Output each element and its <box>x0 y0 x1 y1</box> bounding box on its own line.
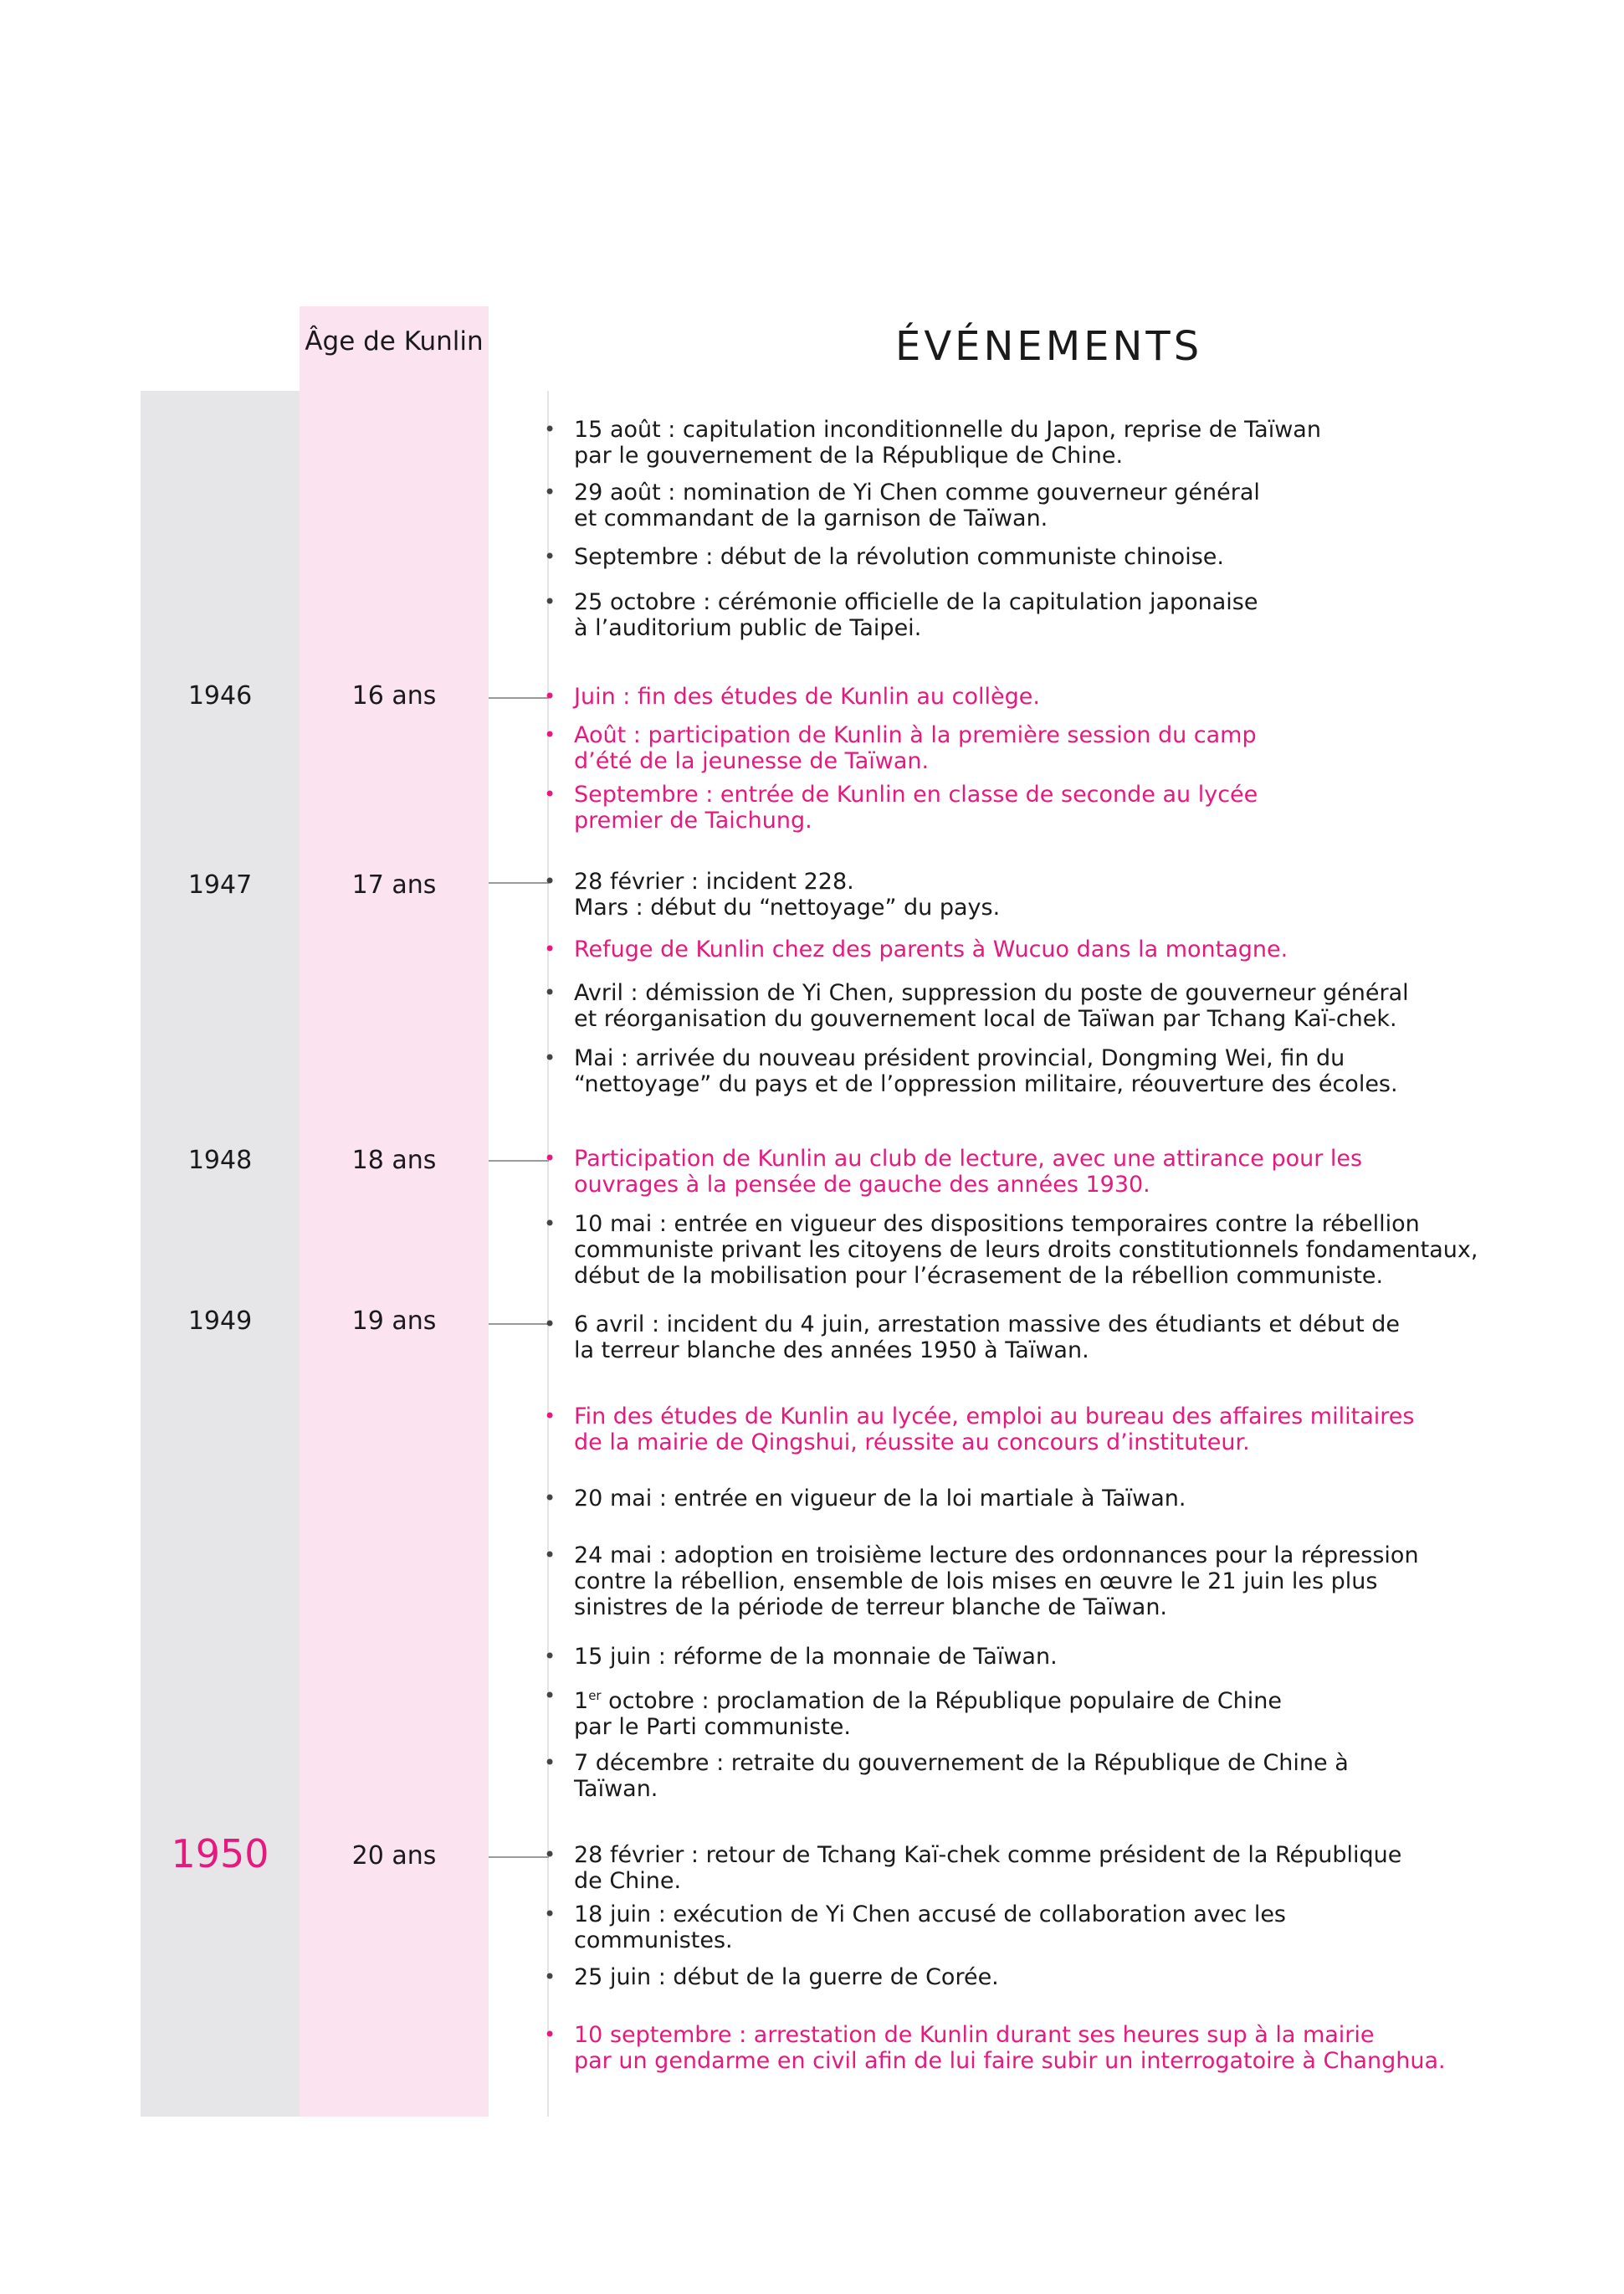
event-item: • 20 mai : entrée en vigueur de la loi martiale à Taïwan. <box>544 1486 1186 1511</box>
bullet-icon: • <box>544 685 556 708</box>
event-item: • Avril : démission de Yi Chen, suppression du poste de gouverneur général et réorganisation du gouvernement local de Taïwan par Tchang Kaï-chek. <box>544 980 1409 1032</box>
year-label-highlight: 1950 <box>171 1831 269 1876</box>
year-label: 1947 <box>187 870 253 900</box>
bullet-icon: • <box>544 1212 556 1235</box>
event-item: • Mai : arrivée du nouveau président provincial, Dongming Wei, fin du “nettoyage” du pays et de l’oppression militaire, réouverture des écoles. <box>544 1045 1398 1097</box>
event-item: • 15 août : capitulation inconditionnelle du Japon, reprise de Taïwan par le gouvernement de la République de Chine. <box>544 417 1321 469</box>
bullet-icon: • <box>544 480 556 504</box>
kunlin-event-item: • 10 septembre : arrestation de Kunlin durant ses heures sup à la mairie par un gendarme en civil afin de lui faire subir un interrogatoire à Changhua. <box>544 2022 1446 2074</box>
bullet-icon: • <box>544 1486 556 1510</box>
bullet-icon: • <box>544 870 556 893</box>
bullet-icon: • <box>544 1404 556 1428</box>
bullet-icon: • <box>544 1965 556 1989</box>
year-connector <box>489 1323 549 1325</box>
bullet-icon: • <box>544 1312 556 1336</box>
event-item: • 1er octobre : proclamation de la République populaire de Chine par le Parti communiste. <box>544 1684 1283 1740</box>
event-item: • 15 juin : réforme de la monnaie de Taïwan. <box>544 1644 1058 1670</box>
bullet-icon: • <box>544 2023 556 2046</box>
event-item: • 18 juin : exécution de Yi Chen accusé de collaboration avec les communistes. <box>544 1901 1287 1953</box>
year-label: 1949 <box>187 1306 253 1336</box>
year-connector <box>489 1856 549 1858</box>
event-item: • 10 mai : entrée en vigueur des dispositions temporaires contre la rébellion communiste privant les citoyens de leurs droits constitutionnels fondamentaux, début de la mobilisation pour l’écrasement de la rébellion communiste. <box>544 1211 1478 1289</box>
bullet-icon: • <box>544 1046 556 1070</box>
event-item: • 24 mai : adoption en troisième lecture des ordonnances pour la répression contre la rébellion, ensemble de lois mises en œuvre le 21 juin les plus sinistres de la période de terreur blanche de Taïwan. <box>544 1542 1419 1620</box>
bullet-icon: • <box>544 545 556 568</box>
age-label: 20 ans <box>351 1841 437 1871</box>
event-item: • 25 juin : début de la guerre de Corée. <box>544 1964 999 1990</box>
kunlin-event-item: • Juin : fin des études de Kunlin au collège. <box>544 684 1040 710</box>
age-label: 18 ans <box>351 1146 437 1175</box>
kunlin-event-item: • Refuge de Kunlin chez des parents à Wucuo dans la montagne. <box>544 937 1288 962</box>
event-item: • 7 décembre : retraite du gouvernement de la République de Chine à Taïwan. <box>544 1750 1349 1802</box>
bullet-icon: • <box>544 937 556 961</box>
year-label: 1948 <box>187 1146 253 1175</box>
kunlin-event-item: • Septembre : entrée de Kunlin en classe de seconde au lycée premier de Taichung. <box>544 782 1258 834</box>
bullet-icon: • <box>544 783 556 806</box>
event-item: • 28 février : retour de Tchang Kaï-chek comme président de la République de Chine. <box>544 1842 1402 1894</box>
age-label: 19 ans <box>351 1306 437 1336</box>
bullet-icon: • <box>544 1147 556 1170</box>
event-item: • Septembre : début de la révolution communiste chinoise. <box>544 544 1224 570</box>
bullet-icon: • <box>544 1684 556 1707</box>
event-item: • 29 août : nomination de Yi Chen comme gouverneur général et commandant de la garnison de Taïwan. <box>544 480 1260 531</box>
event-item: • 6 avril : incident du 4 juin, arrestation massive des étudiants et début de la terreur blanche des années 1950 à Taïwan. <box>544 1311 1401 1363</box>
age-label: 17 ans <box>351 870 437 900</box>
kunlin-event-item: • Participation de Kunlin au club de lecture, avec une attirance pour les ouvrages à la pensée de gauche des années 1930. <box>544 1146 1363 1198</box>
age-label: 16 ans <box>351 681 437 711</box>
bullet-icon: • <box>544 1843 556 1866</box>
events-header: ÉVÉNEMENTS <box>895 323 1203 370</box>
year-connector <box>489 1160 549 1162</box>
age-column-header: Âge de Kunlin <box>305 326 484 357</box>
kunlin-event-item: • Fin des études de Kunlin au lycée, emploi au bureau des affaires militaires de la mairie de Qingshui, réussite au concours d’instituteur. <box>544 1404 1415 1455</box>
bullet-icon: • <box>544 723 556 747</box>
kunlin-event-item: • Août : participation de Kunlin à la première session du camp d’été de la jeunesse de Taïwan. <box>544 722 1257 774</box>
year-label: 1946 <box>187 681 253 711</box>
bullet-icon: • <box>544 1645 556 1668</box>
year-connector <box>489 882 549 884</box>
event-item: • 28 février : incident 228. Mars : début du “nettoyage” du pays. <box>544 869 1001 921</box>
bullet-icon: • <box>544 1751 556 1774</box>
bullet-icon: • <box>544 981 556 1004</box>
bullet-icon: • <box>544 1902 556 1926</box>
event-item: • 25 octobre : cérémonie officielle de la capitulation japonaise à l’auditorium public de Taipei. <box>544 589 1258 641</box>
year-connector <box>489 697 549 699</box>
bullet-icon: • <box>544 590 556 613</box>
bullet-icon: • <box>544 418 556 441</box>
bullet-icon: • <box>544 1543 556 1567</box>
